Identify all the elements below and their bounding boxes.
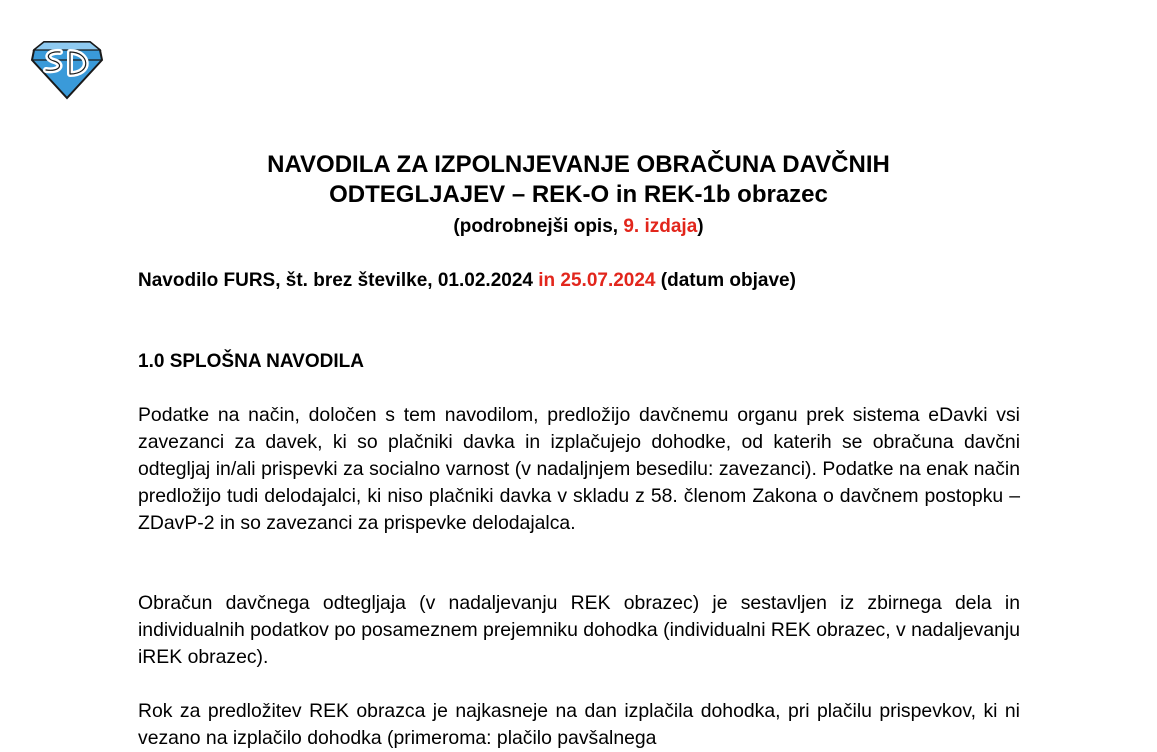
paragraph-1: Podatke na način, določen s tem navodilom, predložijo davčnemu organu prek sistema eDavki vsi zavezanci za davek, ki so plačniki davka in izplačujejo dohodke, od katerih se obračuna davčni odtegljaj in/ali prispevki za socialno varnost (v nadaljnjem besedilu: zavezanci). Podatke na enak način predložijo tudi delodajalci, ki niso plačniki davka v skladu z 58. členom Zakona o davčnem postopku – ZDavP-2 in so zavezanci za prispevke delodajalca. — [138, 404, 1020, 534]
document-title-line-1: NAVODILA ZA IZPOLNJEVANJE OBRAČUNA DAVČNIH — [267, 151, 890, 178]
furs-line-part-3: (datum objave) — [655, 270, 796, 291]
furs-instruction-line — [138, 268, 1038, 294]
paragraph-3: Rok za predložitev REK obrazca je najkasneje na dan izplačila dohodka, pri plačilu prispevkov, ki ni vezano na izplačilo dohodka (primeroma: plačilo pavšalnega — [138, 700, 1020, 749]
document-subtitle — [0, 215, 1157, 239]
document-title-line-2: ODTEGLJAJEV – REK-O in REK-1b obrazec — [329, 181, 828, 208]
subtitle-prefix: (podrobnejši opis, — [453, 216, 624, 237]
section-heading: 1.0 SPLOŠNA NAVODILA — [138, 351, 364, 372]
furs-line-part-1: Navodilo FURS, št. brez številke, 01.02.2024 — [138, 270, 533, 291]
subtitle-suffix: ) — [697, 216, 704, 237]
sd-diamond-logo-icon — [30, 40, 104, 100]
subtitle-edition: 9. izdaja — [623, 216, 698, 237]
furs-line-update-date: in 25.07.2024 — [532, 270, 656, 291]
paragraph-2: Obračun davčnega odtegljaja (v nadaljevanju REK obrazec) je sestavljen iz zbirnega dela in individualnih podatkov po posameznem prejemniku dohodka (individualni REK obrazec, v nadaljevanju iREK obrazec). — [138, 592, 1020, 668]
document-title — [0, 150, 1157, 210]
